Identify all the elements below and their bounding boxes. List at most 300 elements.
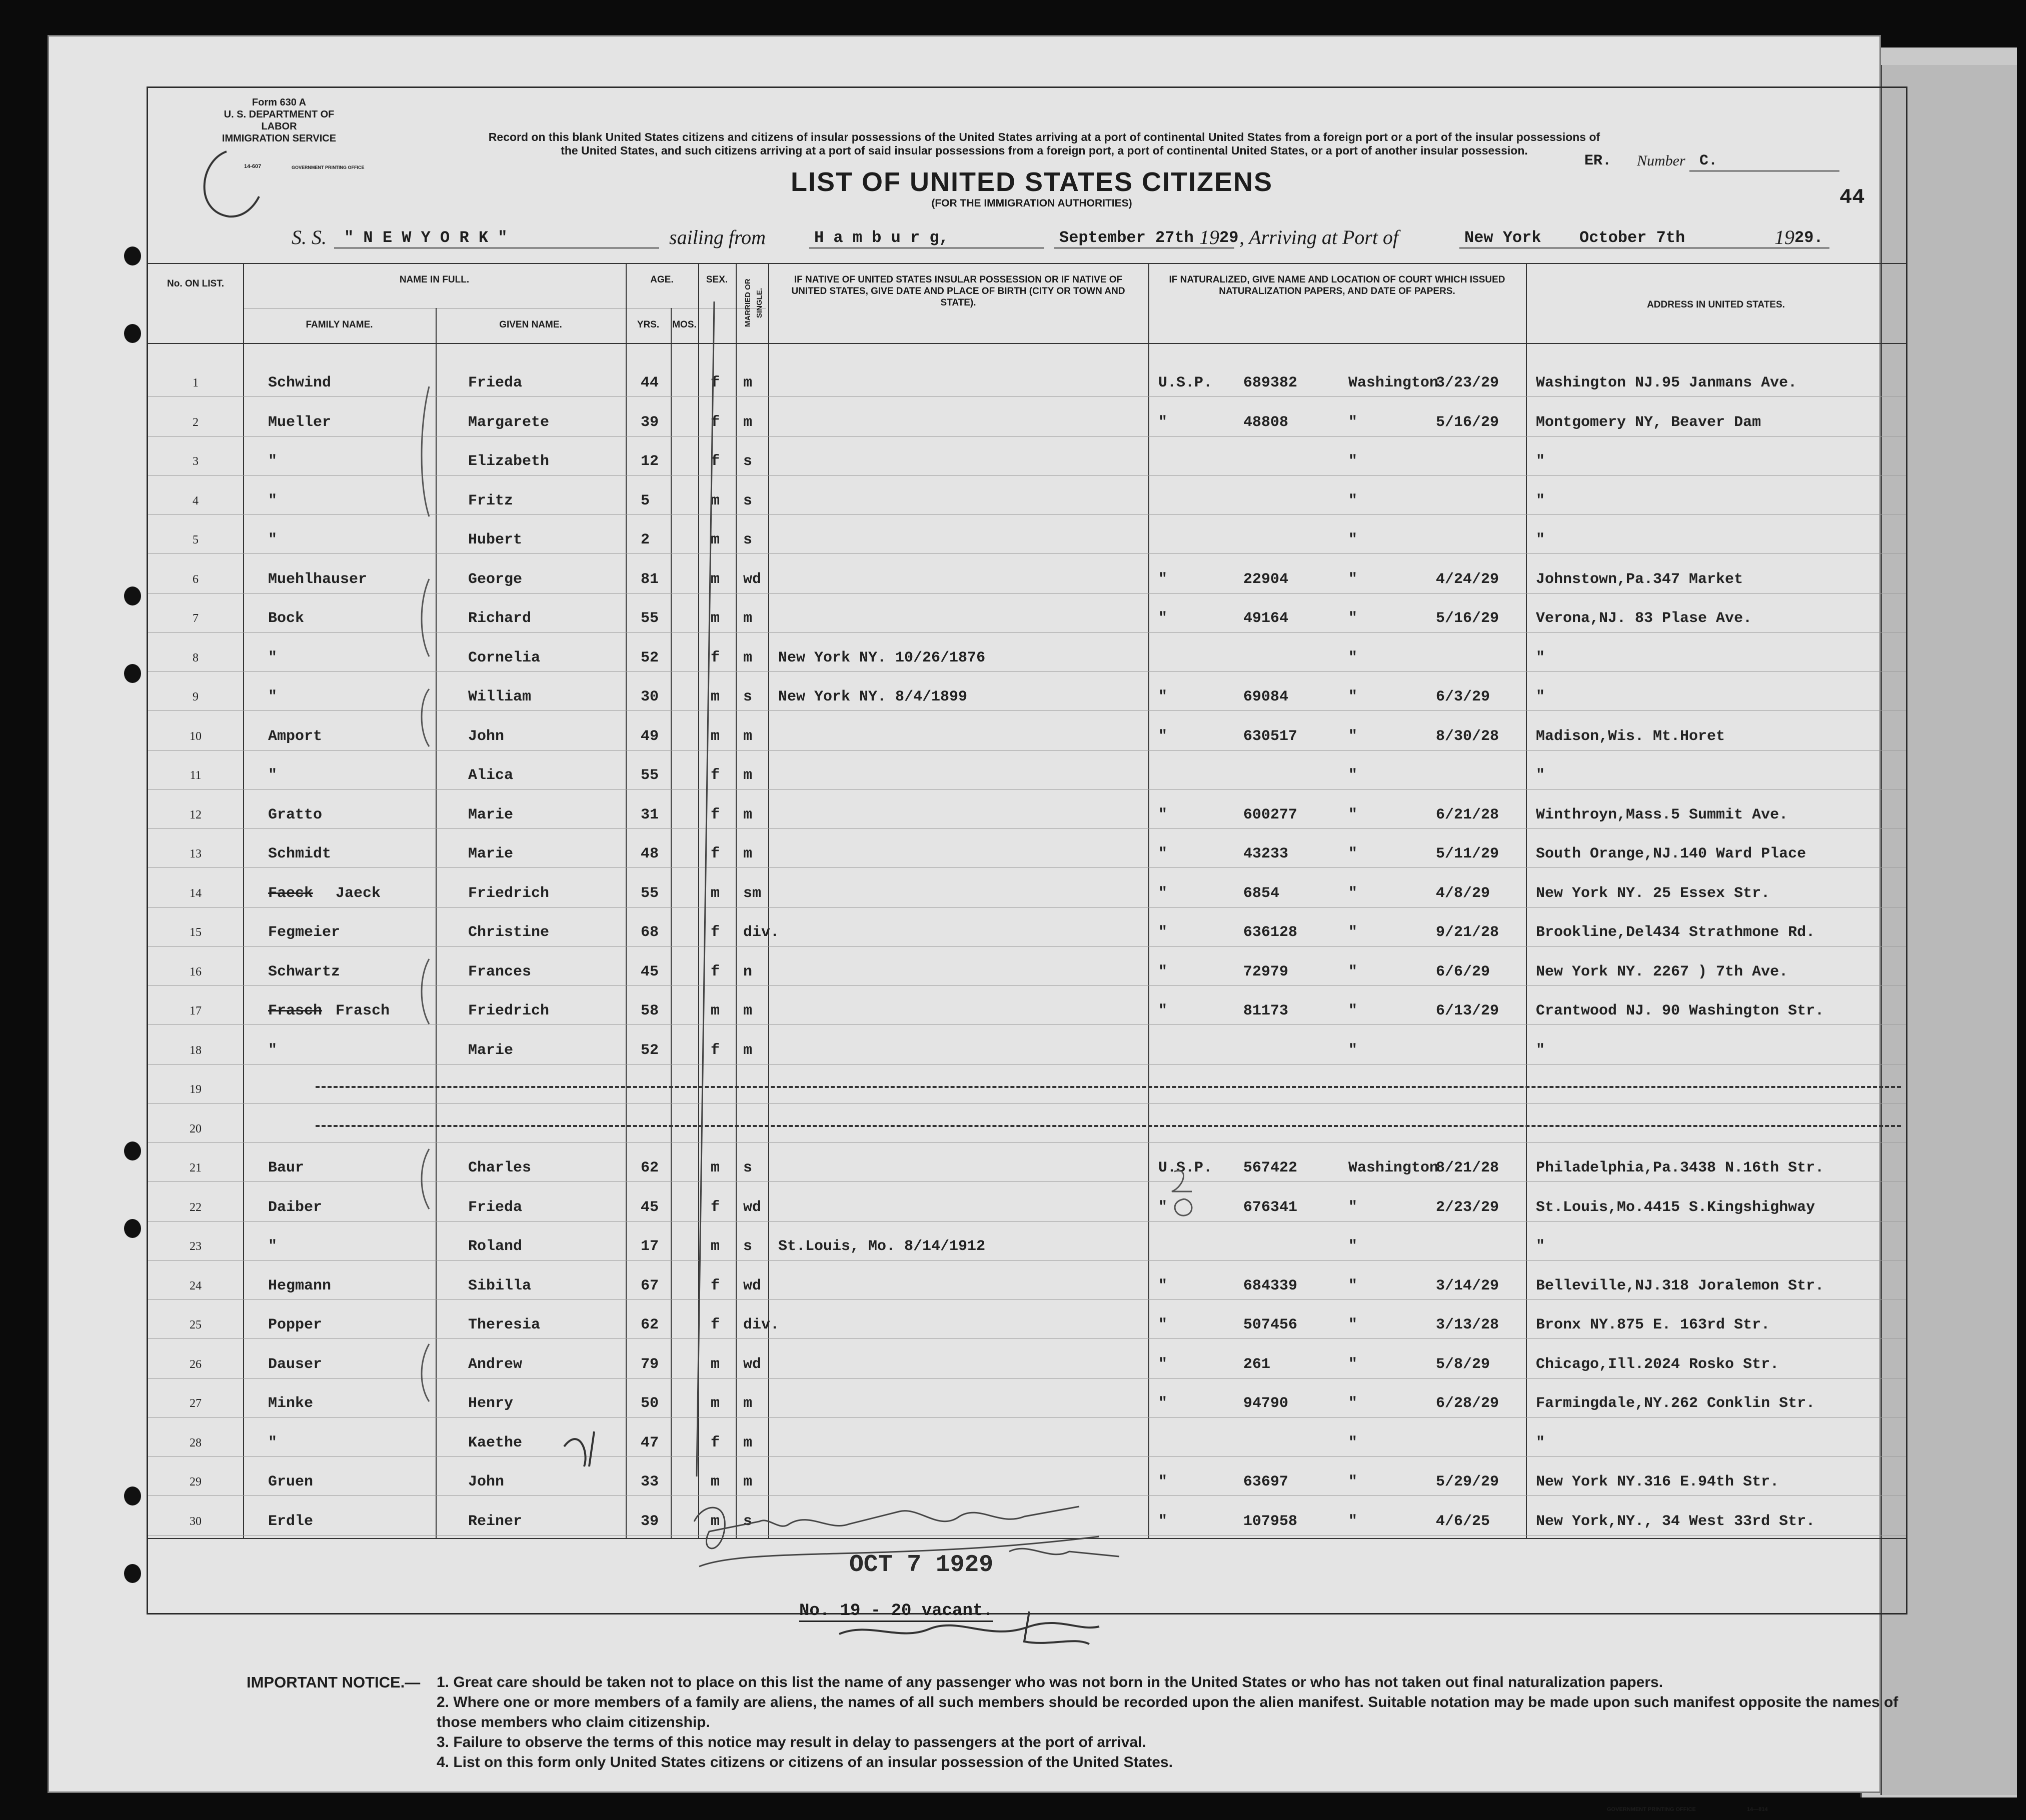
cell-given: Fritz	[468, 492, 514, 510]
cell-family: Schmidt	[268, 846, 332, 862]
cell-cert: 63697	[1243, 1474, 1289, 1490]
cell-no: 6	[193, 572, 199, 586]
cell-addr: Winthroyn,Mass.5 Summit Ave.	[1536, 806, 1788, 824]
cell-birth: St.Louis, Mo. 8/14/1912	[778, 1238, 986, 1255]
cell-addr: "	[1536, 492, 1545, 510]
cell-age: 31	[641, 806, 659, 824]
cell-ms: wd	[743, 570, 762, 588]
cell-cert: 49164	[1243, 610, 1289, 627]
cell-given: Roland	[468, 1238, 523, 1255]
arrival-date: October 7th	[1579, 228, 1685, 247]
cell-ms: m	[743, 1395, 753, 1412]
sex-column-check-line	[697, 302, 714, 1476]
cell-family: "	[268, 767, 278, 784]
col-sex-header: SEX.	[706, 274, 728, 285]
cell-age: 58	[641, 1002, 659, 1020]
cell-cert: 22904	[1243, 570, 1289, 588]
cell-loc: "	[1348, 963, 1358, 980]
cell-age: 55	[641, 884, 659, 902]
col-mos-header: MOS.	[672, 320, 697, 330]
cell-court: "	[1158, 884, 1168, 902]
col-birth-header: IF NATIVE OF UNITED STATES INSULAR POSSESSION OR IF NATIVE OF UNITED STATES, GIVE DATE AND PLACE OF BIRTH (CITY OR TOWN AND STATE).	[791, 274, 1125, 308]
cell-age: 50	[641, 1395, 659, 1412]
cell-court: "	[1158, 806, 1168, 824]
cell-addr: New York NY. 2267 ) 7th Ave.	[1536, 963, 1788, 980]
sailing-label: sailing from	[669, 226, 766, 248]
col-age-header: AGE.	[650, 274, 674, 285]
cell-given: Christine	[468, 924, 550, 941]
cell-cert: 507456	[1243, 1316, 1298, 1334]
cell-given: John	[468, 1474, 505, 1490]
vacant-note: No. 19 - 20 vacant.	[799, 1602, 993, 1622]
print-office: GOVERNMENT PRINTING OFFICE	[292, 165, 365, 170]
cell-family-correction: Jaeck	[336, 884, 381, 902]
cell-addr: "	[1536, 453, 1545, 470]
cell-addr: Montgomery NY, Beaver Dam	[1536, 414, 1761, 431]
notice-item: 3. Failure to observe the terms of this notice may result in delay to passengers at the port of arrival.	[437, 1734, 1146, 1750]
cell-given: Marie	[468, 806, 514, 824]
cell-age: 62	[641, 1316, 659, 1334]
cell-family: "	[268, 453, 278, 470]
cell-sex: m	[711, 1395, 720, 1412]
cell-no: 20	[190, 1122, 202, 1136]
cell-court: "	[1158, 414, 1168, 431]
page-number: 44	[1839, 186, 1865, 210]
cell-family: Gratto	[268, 806, 323, 824]
cell-no: 15	[190, 926, 202, 939]
cell-no: 17	[190, 1004, 202, 1018]
cell-birth: New York NY. 8/4/1899	[778, 688, 968, 706]
cell-given: Marie	[468, 1042, 514, 1059]
col-family-header: FAMILY NAME.	[306, 320, 373, 330]
cell-loc: "	[1348, 414, 1358, 431]
arriving-label: , Arriving at Port of	[1239, 226, 1399, 248]
notice-item: 2. Where one or more members of a family are aliens, the names of all such members should be recorded upon the alien manifest. Suitable notation may be made upon such manifest opposite the names of those members who claim citizenship.	[437, 1694, 1898, 1730]
cell-no: 25	[190, 1318, 202, 1332]
cell-no: 5	[193, 534, 199, 546]
cell-addr: Farmingdale,NY.262 Conklin Str.	[1536, 1395, 1815, 1412]
cell-loc: Washington	[1348, 374, 1439, 392]
family-bracket	[422, 386, 429, 516]
cell-addr: Crantwood NJ. 90 Washington Str.	[1536, 1002, 1824, 1020]
cell-loc: "	[1348, 846, 1358, 862]
cell-court: "	[1158, 1198, 1168, 1216]
manifest-page	[48, 35, 1898, 1812]
cell-age: 48	[641, 846, 659, 862]
cell-cert: 72979	[1243, 963, 1289, 980]
cell-age: 55	[641, 610, 659, 627]
cell-loc: "	[1348, 1474, 1358, 1490]
ship-name: " N E W Y O R K "	[344, 228, 508, 247]
cell-addr: New York NY. 25 Essex Str.	[1536, 884, 1770, 902]
cell-date: 9/21/28	[1436, 924, 1499, 941]
cell-addr: Verona,NJ. 83 Plase Ave.	[1536, 610, 1752, 627]
cell-court: "	[1158, 1316, 1168, 1334]
cell-ms: m	[743, 806, 753, 824]
cell-family: "	[268, 532, 278, 548]
cell-ms: m	[743, 649, 753, 666]
cell-sex: f	[711, 1198, 720, 1216]
footer-code: 14—814	[1747, 1806, 1768, 1812]
footer-print-office: GOVERNMENT PRINTING OFFICE	[1607, 1806, 1696, 1812]
handwriting-layer	[49, 36, 1879, 1792]
family-bracket	[422, 1149, 429, 1209]
cell-sex: f	[711, 1434, 720, 1452]
cell-no: 26	[190, 1358, 202, 1371]
cell-cert: 261	[1243, 1356, 1271, 1373]
cell-age: 39	[641, 414, 659, 431]
cell-loc: "	[1348, 1198, 1358, 1216]
col-address-header: ADDRESS IN UNITED STATES.	[1647, 300, 1785, 310]
cell-family: Schwind	[268, 374, 332, 392]
cell-age: 52	[641, 1042, 659, 1059]
cell-no: 2	[193, 416, 199, 429]
cell-given: Sibilla	[468, 1277, 532, 1294]
cell-no: 27	[190, 1397, 202, 1410]
cell-sex: m	[711, 1474, 720, 1490]
cell-cert: 689382	[1243, 374, 1298, 392]
notice-item: 4. List on this form only United States citizens or citizens of an insular possession of the United States.	[437, 1754, 1173, 1770]
cell-sex: m	[711, 1002, 720, 1020]
service-name: IMMIGRATION SERVICE	[222, 133, 337, 144]
print-code: 14-607	[244, 164, 262, 170]
cell-given: Marie	[468, 846, 514, 862]
cell-no: 1	[193, 376, 199, 390]
col-given-header: GIVEN NAME.	[499, 320, 562, 330]
cell-loc: "	[1348, 610, 1358, 627]
cell-ms: sm	[743, 884, 762, 902]
cell-no: 8	[193, 651, 199, 664]
cell-cert: 81173	[1243, 1002, 1289, 1020]
cell-addr: Philadelphia,Pa.3438 N.16th Str.	[1536, 1160, 1824, 1176]
cell-age: 49	[641, 728, 659, 745]
cell-sex: f	[711, 924, 720, 941]
notice-lead: IMPORTANT NOTICE.—	[247, 1674, 421, 1691]
handwritten-28	[1172, 1170, 1192, 1216]
cell-ms: div.	[743, 924, 780, 941]
cell-age: 55	[641, 767, 659, 784]
cell-cert: 676341	[1243, 1198, 1298, 1216]
cell-court: "	[1158, 963, 1168, 980]
cell-date: 3/13/28	[1436, 1316, 1499, 1334]
cell-date: 3/23/29	[1436, 374, 1499, 392]
cell-loc: "	[1348, 1277, 1358, 1294]
cell-family: Mueller	[268, 414, 332, 431]
cell-age: 67	[641, 1277, 659, 1294]
notice-item: 1. Great care should be taken not to place on this list the name of any passenger who was not born in the United States or who has not taken out final naturalization papers.	[437, 1674, 1663, 1690]
cell-ms: s	[743, 1160, 753, 1176]
cell-family: Amport	[268, 728, 323, 745]
cell-date: 2/23/29	[1436, 1198, 1499, 1216]
cell-loc: "	[1348, 532, 1358, 548]
cell-sex: f	[711, 649, 720, 666]
cell-family: Gruen	[268, 1474, 314, 1490]
cell-age: 45	[641, 963, 659, 980]
cell-family: Hegmann	[268, 1277, 332, 1294]
cell-date: 6/6/29	[1436, 963, 1490, 980]
cell-no: 13	[190, 848, 202, 860]
cell-addr: St.Louis,Mo.4415 S.Kingshighway	[1536, 1198, 1815, 1216]
date-stamp: OCT 7 1929	[849, 1552, 994, 1578]
cell-age: 12	[641, 453, 659, 470]
family-bracket	[422, 1344, 429, 1402]
arrival-year: 29.	[1794, 228, 1823, 247]
cell-age: 79	[641, 1356, 659, 1373]
cell-no: 29	[190, 1476, 202, 1488]
cell-given: Friedrich	[468, 1002, 550, 1020]
cell-family: Erdle	[268, 1512, 314, 1530]
cell-ms: wd	[743, 1198, 762, 1216]
cell-family: Minke	[268, 1395, 314, 1412]
cell-loc: "	[1348, 1238, 1358, 1255]
cell-date: 4/8/29	[1436, 884, 1490, 902]
cell-no: 4	[193, 494, 199, 508]
cell-age: 62	[641, 1160, 659, 1176]
cell-family: "	[268, 1238, 278, 1255]
cell-age: 44	[641, 374, 659, 392]
cell-loc: "	[1348, 570, 1358, 588]
cell-no: 22	[190, 1200, 202, 1214]
cell-court: "	[1158, 728, 1168, 745]
cell-family: Schwartz	[268, 963, 341, 980]
cell-loc: "	[1348, 688, 1358, 706]
cell-sex: f	[711, 846, 720, 862]
cell-given: Hubert	[468, 532, 523, 548]
cell-ms: m	[743, 846, 753, 862]
cell-given: Andrew	[468, 1356, 523, 1373]
cell-sex: f	[711, 414, 720, 431]
cell-sex: m	[711, 1160, 720, 1176]
family-bracket	[422, 579, 429, 656]
cell-sex: f	[711, 1277, 720, 1294]
handwritten-c-mark	[205, 152, 262, 216]
cell-loc: "	[1348, 884, 1358, 902]
cell-family: Fegmeier	[268, 924, 341, 941]
cell-ms: wd	[743, 1277, 762, 1294]
cell-addr: Brookline,Del434 Strathmone Rd.	[1536, 924, 1815, 941]
cell-date: 5/16/29	[1436, 414, 1499, 431]
departure-date: September 27th	[1059, 228, 1194, 247]
cell-date: 6/28/29	[1436, 1395, 1499, 1412]
cell-addr: "	[1536, 532, 1545, 548]
cell-family: Dauser	[268, 1356, 323, 1373]
cell-ms: m	[743, 374, 753, 392]
cell-loc: "	[1348, 453, 1358, 470]
cell-given: Richard	[468, 610, 532, 627]
family-bracket	[422, 959, 429, 1024]
cell-no: 16	[190, 965, 202, 978]
form-number: Form 630 A	[252, 97, 307, 108]
signature-flourish	[1009, 1548, 1119, 1556]
cell-loc: "	[1348, 1316, 1358, 1334]
cell-ms: s	[743, 1238, 753, 1255]
col-yrs-header: YRS.	[637, 320, 660, 330]
cell-cert: 630517	[1243, 728, 1298, 745]
cell-loc: "	[1348, 924, 1358, 941]
cell-loc: "	[1348, 1356, 1358, 1373]
cell-date: 8/30/28	[1436, 728, 1499, 745]
cell-family: Faeck	[268, 884, 314, 902]
cell-cert: 6854	[1243, 884, 1280, 902]
cell-court: "	[1158, 924, 1168, 941]
cell-date: 5/8/29	[1436, 1356, 1490, 1373]
cell-family: Frasch	[268, 1002, 323, 1020]
cell-court: "	[1158, 1474, 1168, 1490]
cell-loc: "	[1348, 492, 1358, 510]
cell-court: U.S.P.	[1158, 1160, 1213, 1176]
page-title: LIST OF UNITED STATES CITIZENS	[791, 167, 1273, 197]
cell-sex: m	[711, 610, 720, 627]
number-value: C.	[1699, 152, 1718, 170]
cell-family: Bock	[268, 610, 305, 627]
cell-sex: m	[711, 688, 720, 706]
col-marital-header: MARRIED OR SINGLE.	[744, 278, 764, 328]
cell-family: "	[268, 649, 278, 666]
cell-date: 5/29/29	[1436, 1474, 1499, 1490]
cell-ms: s	[743, 453, 753, 470]
cell-addr: Bronx NY.875 E. 163rd Str.	[1536, 1316, 1770, 1334]
cell-court: "	[1158, 688, 1168, 706]
cell-no: 28	[190, 1436, 202, 1450]
cell-sex: f	[711, 374, 720, 392]
cell-court: "	[1158, 610, 1168, 627]
cell-ms: m	[743, 1042, 753, 1059]
cell-age: 68	[641, 924, 659, 941]
cell-sex: m	[711, 1238, 720, 1255]
er-mark: ER.	[1584, 152, 1612, 170]
cell-loc: "	[1348, 1395, 1358, 1412]
cell-loc: "	[1348, 806, 1358, 824]
cell-no: 10	[190, 730, 202, 743]
cell-given: Elizabeth	[468, 453, 550, 470]
cell-no: 18	[190, 1044, 202, 1057]
cell-given: Friedrich	[468, 884, 550, 902]
cell-family-correction: Frasch	[336, 1002, 390, 1020]
cell-date: 3/14/29	[1436, 1277, 1499, 1294]
cell-no: 21	[190, 1162, 202, 1174]
form-instructions: Record on this blank United States citizens and citizens of insular possessions of the United States arriving at a port of continental United States from a foreign port or a port of the insular possessions of the United States, and such citizens arriving at a port of said insular possessions from a foreign port, a port of continental United States, or a port of another insular possession.	[488, 130, 1600, 157]
cell-given: Cornelia	[468, 649, 541, 666]
col-name-header: NAME IN FULL.	[399, 274, 470, 285]
departure-year: 29	[1219, 228, 1239, 247]
cell-addr: New York NY.316 E.94th Str.	[1536, 1474, 1779, 1490]
cell-ms: m	[743, 767, 753, 784]
cell-court: "	[1158, 570, 1168, 588]
cell-ms: n	[743, 963, 753, 980]
cell-given: Alica	[468, 767, 514, 784]
cell-addr: "	[1536, 1042, 1545, 1059]
cell-ms: wd	[743, 1356, 762, 1373]
cell-date: 4/6/25	[1436, 1512, 1490, 1530]
cell-date: 5/16/29	[1436, 610, 1499, 627]
cell-cert: 600277	[1243, 806, 1298, 824]
notice-items	[437, 1672, 1912, 1772]
cell-court: "	[1158, 1356, 1168, 1373]
arrival-port: New York	[1464, 228, 1541, 247]
cell-ms: s	[743, 688, 753, 706]
cell-addr: "	[1536, 688, 1545, 706]
cell-loc: "	[1348, 649, 1358, 666]
cell-age: 17	[641, 1238, 659, 1255]
cell-cert: 48808	[1243, 414, 1289, 431]
cell-age: 81	[641, 570, 659, 588]
cell-family: Baur	[268, 1160, 305, 1176]
arrival-year-prefix: 19	[1774, 226, 1794, 248]
cell-family: "	[268, 1434, 278, 1452]
cell-sex: m	[711, 1356, 720, 1373]
cell-sex: m	[711, 1512, 720, 1530]
cell-loc: "	[1348, 1002, 1358, 1020]
cell-loc: "	[1348, 728, 1358, 745]
family-bracket	[422, 689, 429, 746]
cell-court: U.S.P.	[1158, 374, 1213, 392]
col-naturalization-header: IF NATURALIZED, GIVE NAME AND LOCATION OF COURT WHICH ISSUED NATURALIZATION PAPERS, AND DATE OF PAPERS.	[1169, 274, 1505, 296]
cell-ms: m	[743, 728, 753, 745]
cell-loc: "	[1348, 1042, 1358, 1059]
cell-sex: m	[711, 570, 720, 588]
cell-given: George	[468, 570, 523, 588]
cell-sex: m	[711, 728, 720, 745]
handwritten-initials	[564, 1432, 594, 1466]
cell-cert: 69084	[1243, 688, 1289, 706]
cell-sex: f	[711, 806, 720, 824]
cell-ms: m	[743, 1434, 753, 1452]
cell-given: John	[468, 728, 505, 745]
cell-no: 7	[193, 612, 199, 625]
cell-date: 5/11/29	[1436, 846, 1499, 862]
cell-court: "	[1158, 846, 1168, 862]
cell-given: Frieda	[468, 1198, 523, 1216]
cell-birth: New York NY. 10/26/1876	[778, 649, 986, 666]
cell-cert: 567422	[1243, 1160, 1298, 1176]
cell-age: 2	[641, 532, 650, 548]
cell-age: 47	[641, 1434, 659, 1452]
cell-no: 11	[190, 769, 202, 782]
cell-ms: m	[743, 414, 753, 431]
cell-given: William	[468, 688, 532, 706]
cell-family: Daiber	[268, 1198, 323, 1216]
ss-label: S. S.	[292, 226, 327, 248]
cell-addr: New York,NY., 34 West 33rd Str.	[1536, 1512, 1815, 1530]
cell-given: Margarete	[468, 414, 550, 431]
cell-given: Frances	[468, 963, 532, 980]
cell-age: 5	[641, 492, 650, 510]
cell-sex: f	[711, 1316, 720, 1334]
cell-addr: "	[1536, 1238, 1545, 1255]
cell-sex: m	[711, 532, 720, 548]
cell-given: Kaethe	[468, 1434, 523, 1452]
cell-family: Popper	[268, 1316, 323, 1334]
cell-given: Reiner	[468, 1512, 523, 1530]
cell-cert: 94790	[1243, 1395, 1289, 1412]
cell-given: Charles	[468, 1160, 532, 1176]
page-subtitle: (FOR THE IMMIGRATION AUTHORITIES)	[931, 198, 1132, 209]
cell-no: 12	[190, 808, 202, 822]
cell-ms: s	[743, 492, 753, 510]
cell-ms: s	[743, 532, 753, 548]
cell-sex: m	[711, 884, 720, 902]
cell-age: 52	[641, 649, 659, 666]
cell-family: "	[268, 492, 278, 510]
cell-court: "	[1158, 1002, 1168, 1020]
cell-date: 6/13/29	[1436, 1002, 1499, 1020]
departure-year-prefix: 19	[1199, 226, 1219, 248]
cell-cert: 107958	[1243, 1512, 1298, 1530]
cell-given: Theresia	[468, 1316, 541, 1334]
cell-age: 39	[641, 1512, 659, 1530]
cell-ms: m	[743, 1474, 753, 1490]
cell-court: "	[1158, 1277, 1168, 1294]
